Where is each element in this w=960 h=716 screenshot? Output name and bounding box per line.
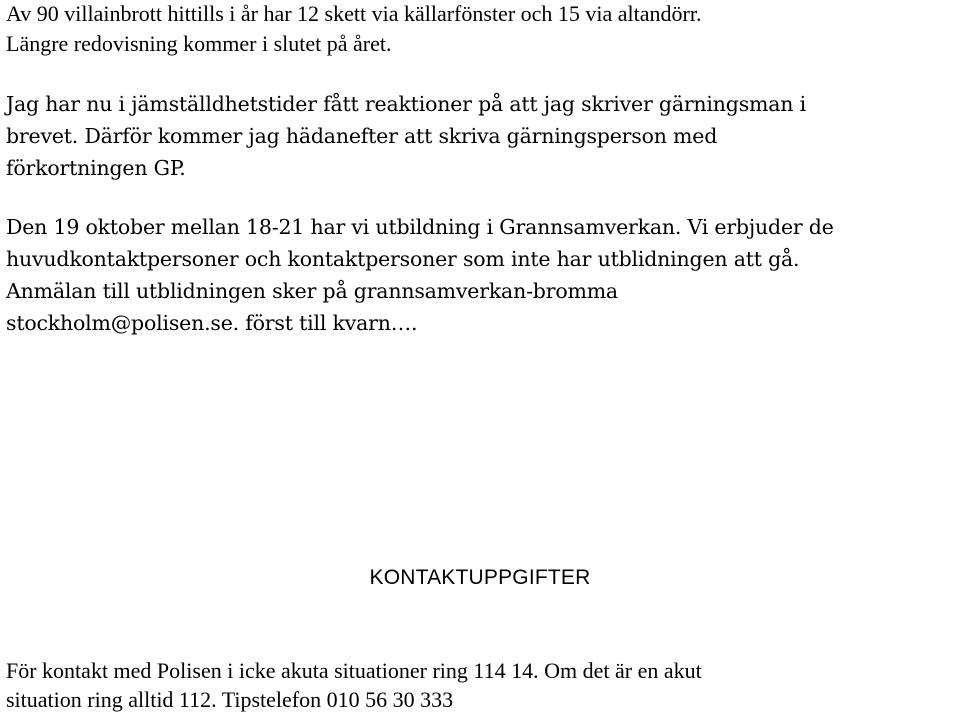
text-line: situation ring alltid 112. Tipstelefon 010 56 30 333	[6, 687, 454, 712]
text-line: huvudkontaktpersoner och kontaktpersoner som inte har utblidningen att gå.	[6, 247, 800, 271]
text-line: förkortningen GP.	[6, 156, 186, 180]
text-line: Anmälan till utblidningen sker på grannsamverkan-bromma	[6, 279, 618, 303]
text-line: Av 90 villainbrott hittills i år har 12 skett via källarfönster och 15 via altandörr.	[6, 1, 702, 26]
text-line: brevet. Därför kommer jag hädanefter att skriva gärningsperson med	[6, 124, 718, 148]
text-line: Längre redovisning kommer i slutet på året.	[6, 31, 392, 56]
text-line: För kontakt med Polisen i icke akuta situationer ring 114 14. Om det är en akut	[6, 658, 702, 683]
email-text-line: stockholm@polisen.se. först till kvarn….	[6, 311, 418, 335]
contact-heading: KONTAKTUPPGIFTER	[369, 566, 591, 589]
text-line: Den 19 oktober mellan 18-21 har vi utbildning i Grannsamverkan. Vi erbjuder de	[6, 215, 834, 239]
document-page	[6, 0, 958, 716]
text-line: Jag har nu i jämställdhetstider fått reaktioner på att jag skriver gärningsman i	[6, 92, 806, 116]
